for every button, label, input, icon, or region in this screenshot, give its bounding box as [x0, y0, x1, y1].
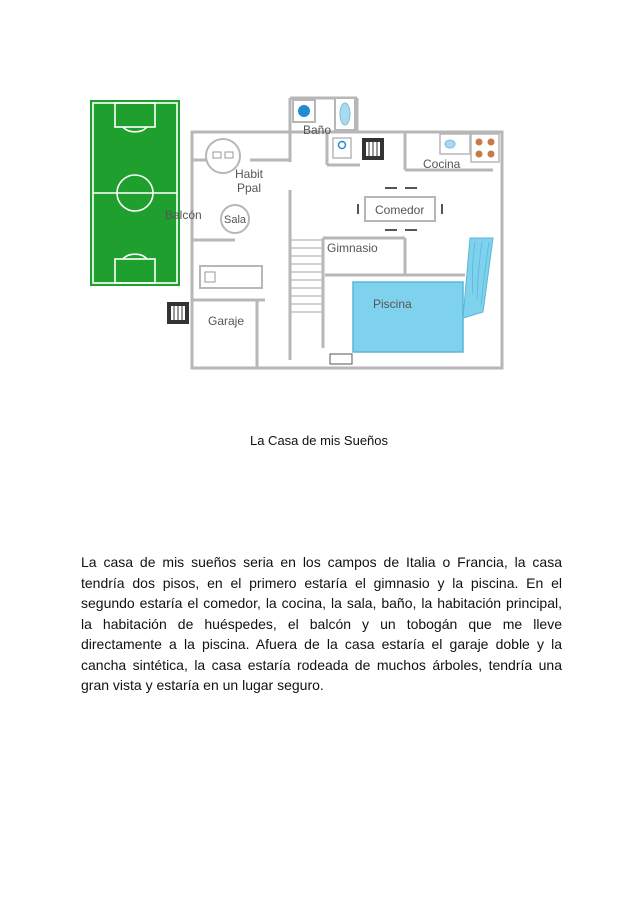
pool [353, 238, 493, 352]
floor-plan-drawing [85, 90, 505, 380]
label-cocina: Cocina [423, 157, 461, 171]
label-balcon: Balcón [165, 208, 202, 222]
guest-room-furniture [200, 266, 262, 288]
slide-icon-garage [167, 302, 189, 324]
stairs [290, 240, 323, 312]
label-comedor: Comedor [375, 203, 425, 217]
label-bano: Baño [303, 123, 332, 137]
document-body: La casa de mis sueños seria en los campos de Italia o Francia, la casa tendría dos pisos, en el primero estaría el gimnasio y la piscina. En el segundo estaría el comedor, la cocina, la sala, baño, la habitación principal, la habitación de huéspedes, el balcón y un tobogán que me lleve directamente a la piscina. Afuera de la casa estaría el garaje doble y la cancha sintética, la casa estaría rodeada de muchos árboles, tendría una gran vista y estaría en un lugar seguro. [81, 554, 562, 693]
entrance-mark [330, 354, 352, 364]
document-title: La Casa de mis Sueños [249, 433, 389, 448]
label-gimnasio: Gimnasio [327, 241, 378, 255]
label-habit: Habit [235, 167, 264, 181]
label-sala: Sala [224, 214, 247, 226]
label-piscina: Piscina [373, 297, 412, 311]
label-garaje: Garaje [208, 314, 245, 328]
slide-icon-upper [362, 138, 384, 160]
soccer-field [90, 100, 180, 286]
label-ppal: Ppal [237, 181, 262, 195]
floor-plan-image [85, 90, 505, 380]
